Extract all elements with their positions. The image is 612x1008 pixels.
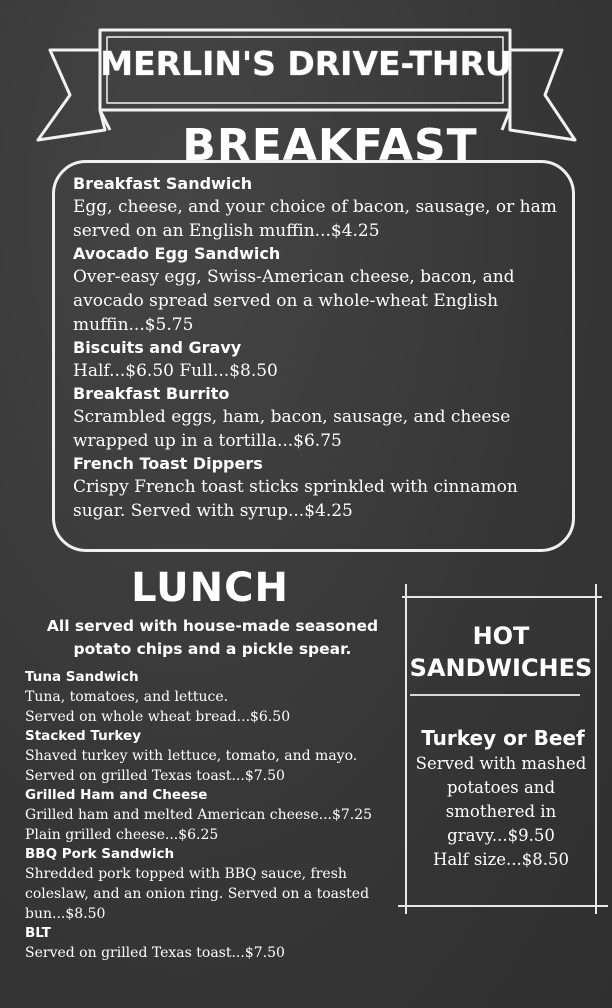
- menu-item: [25, 668, 395, 727]
- item-name: Tuna Sandwich: [25, 669, 139, 685]
- item-description: Scrambled eggs, ham, bacon, sausage, and cheese wrapped up in a tortilla...$6.75: [73, 407, 511, 451]
- lunch-subtitle: All served with house-made seasoned potato chips and a pickle spear.: [46, 617, 379, 658]
- heading-line: SANDWICHES: [409, 654, 593, 682]
- item-name: Breakfast Burrito: [73, 384, 230, 403]
- item-name: Avocado Egg Sandwich: [73, 244, 281, 263]
- divider: [410, 694, 580, 696]
- item-description-line: Plain grilled cheese...$6.25: [25, 827, 219, 843]
- item-description-line: Served on grilled Texas toast...$7.50: [25, 945, 285, 961]
- item-name: Breakfast Sandwich: [73, 174, 253, 193]
- breakfast-heading: BREAKFAST: [182, 120, 478, 171]
- menu-item: [25, 786, 395, 845]
- item-description-line: Grilled ham and melted American cheese...$7.25: [25, 807, 373, 823]
- item-name: Biscuits and Gravy: [73, 338, 242, 357]
- item-description: Egg, cheese, and your choice of bacon, sausage, or ham served on an English muffin...$4.25: [73, 197, 557, 241]
- item-name: Stacked Turkey: [25, 728, 141, 744]
- item-description: Half...$6.50 Full...$8.50: [73, 361, 278, 381]
- half-size-price: Half size...$8.50: [432, 850, 570, 869]
- item-description-line: Tuna, tomatoes, and lettuce.: [25, 689, 229, 705]
- item-name: French Toast Dippers: [73, 454, 263, 473]
- menu-item: [73, 173, 573, 243]
- heading-line: HOT: [472, 622, 530, 650]
- menu-item: [73, 243, 573, 337]
- item-name: Grilled Ham and Cheese: [25, 787, 208, 803]
- lunch-menu: [25, 668, 395, 963]
- menu-item: [73, 453, 573, 523]
- item-description-line: Served on grilled Texas toast...$7.50: [25, 768, 285, 784]
- item-description-line: Shredded pork topped with BBQ sauce, fresh coleslaw, and an onion ring. Served on a toasted bun...$8.50: [25, 866, 370, 922]
- menu-item: [73, 337, 573, 383]
- item-name: BBQ Pork Sandwich: [25, 846, 175, 862]
- menu-item: [25, 845, 395, 924]
- item-name: BLT: [25, 925, 51, 941]
- menu-item: [25, 727, 395, 786]
- frame-line: [398, 905, 608, 907]
- frame-line: [402, 596, 602, 598]
- hot-sandwiches-heading: [405, 620, 597, 684]
- menu-item: [25, 924, 395, 963]
- page-title: MERLIN'S DRIVE-THRU: [100, 44, 512, 83]
- lunch-heading: LUNCH: [131, 565, 289, 611]
- item-description-line: Served on whole wheat bread...$6.50: [25, 709, 291, 725]
- item-name: Turkey or Beef: [421, 726, 585, 750]
- item-description-line: Shaved turkey with lettuce, tomato, and mayo.: [25, 748, 358, 764]
- menu-item: [73, 383, 573, 453]
- item-description: Over-easy egg, Swiss-American cheese, bacon, and avocado spread served on a whole-wheat English muffin...$5.75: [73, 267, 515, 335]
- breakfast-menu: [73, 173, 573, 523]
- item-description: Served with mashed potatoes and smothered in gravy...$9.50: [415, 754, 587, 845]
- item-description: Crispy French toast sticks sprinkled with cinnamon sugar. Served with syrup...$4.25: [73, 477, 518, 521]
